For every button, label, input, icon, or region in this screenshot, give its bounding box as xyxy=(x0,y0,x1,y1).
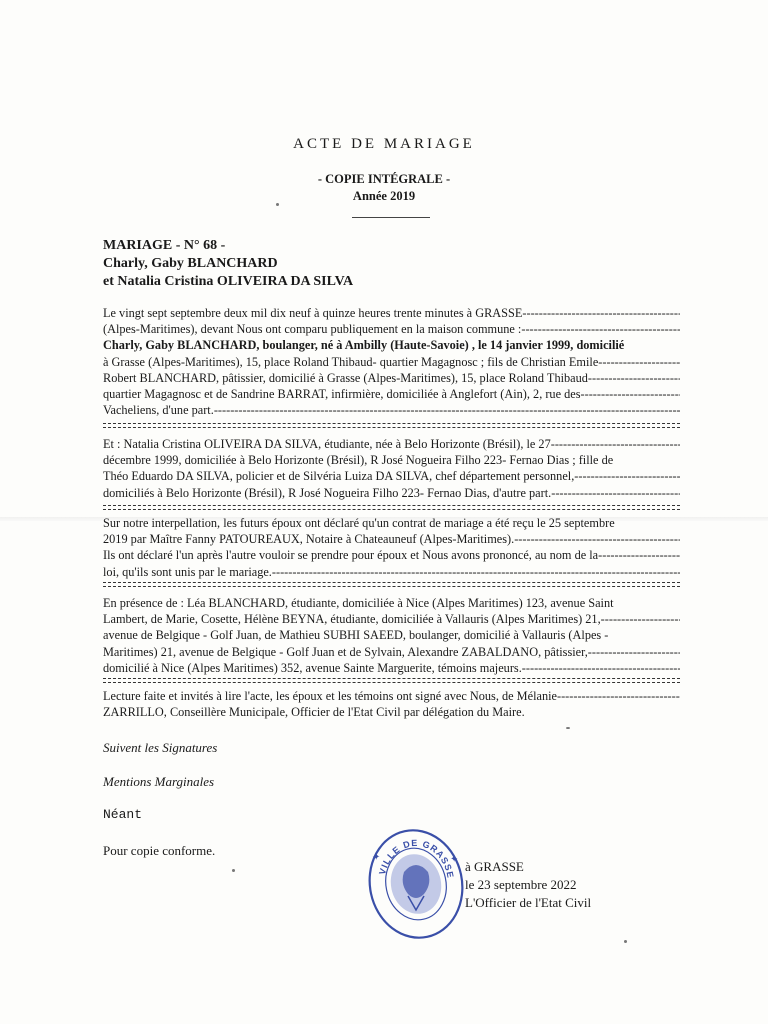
scan-speck xyxy=(624,940,627,943)
paragraph-witnesses xyxy=(103,595,680,676)
title-underline xyxy=(352,217,430,218)
scan-speck xyxy=(276,203,279,206)
copy-type: - COPIE INTÉGRALE - xyxy=(317,172,451,186)
dashed-separator xyxy=(103,427,680,428)
text-line: domiciliés à Belo Horizonte (Brésil), R José Nogueira Filho 223- Fernao Dias, d'autre part. ----- xyxy=(103,485,680,501)
document-year: Année 2019 xyxy=(352,189,416,203)
text-line: Ils ont déclaré l'un après l'autre vouloir se prendre pour époux et Nous avons prononcé, au nom de la ----- xyxy=(103,547,680,563)
text-line: Sur notre interpellation, les futurs époux ont déclaré qu'un contrat de mariage a été reçu le 25 septembre xyxy=(103,516,615,530)
text-line: Théo Eduardo DA SILVA, policier et de Silvéria Luiza DA SILVA, chef département personnel, ----- xyxy=(103,468,680,484)
scan-speck xyxy=(566,727,570,729)
spouse-1-name: Charly, Gaby BLANCHARD xyxy=(103,256,278,271)
paragraph-comparution xyxy=(103,305,680,418)
text-line: à Grasse (Alpes-Maritimes), 15, place Roland Thibaud- quartier Magagnosc ; fils de Christian Emile ----- xyxy=(103,354,680,370)
svg-text:✦: ✦ xyxy=(450,854,459,865)
document-title: ACTE DE MARIAGE xyxy=(293,136,475,152)
spouse-1-description: Charly, Gaby BLANCHARD, boulanger, né à Ambilly (Haute-Savoie) , le 14 janvier 1999, domicilié xyxy=(103,338,625,353)
text-line: Vacheliens, d'une part. ----- xyxy=(103,402,680,418)
svg-text:✦: ✦ xyxy=(372,852,381,863)
text-line: Lambert, de Marie, Cosette, Hélène BEYNA, étudiante, domiciliée à Vallauris (Alpes Maritimes) 21, ----- xyxy=(103,611,680,627)
text-line: Maritimes) 21, avenue de Belgique - Golf Juan et de Sylvain, Alexandre ZABALDANO, pâtissier, ----- xyxy=(103,644,680,660)
text-line: loi, qu'ils sont unis par le mariage. ----- xyxy=(103,564,680,580)
text-line: quartier Magagnosc et de Sandrine BARRAT, infirmière, domiciliée à Anglefort (Ain), 2, rue des ----- xyxy=(103,386,680,402)
text-line: Robert BLANCHARD, pâtissier, domicilié à Grasse (Alpes-Maritimes), 15, place Roland Thibaud- ----- xyxy=(103,370,680,386)
text-line: domicilié à Nice (Alpes Maritimes) 352, avenue Sainte Marguerite, témoins majeurs. ----- xyxy=(103,660,680,676)
signoff-place: à GRASSE xyxy=(465,859,524,874)
marginal-mentions-title: Mentions Marginales xyxy=(103,774,215,789)
scan-speck xyxy=(232,869,235,872)
dashed-separator xyxy=(103,582,680,583)
paragraph-spouse-2 xyxy=(103,436,680,501)
dashed-separator xyxy=(103,505,680,506)
text-line xyxy=(103,337,680,353)
dashed-separator xyxy=(103,586,680,587)
text-line: Lecture faite et invités à lire l'acte, les époux et les témoins ont signé avec Nous, de Mélanie ----- xyxy=(103,688,680,704)
signoff-officer: L'Officier de l'Etat Civil xyxy=(465,895,592,910)
dashed-separator xyxy=(103,678,680,679)
paragraph-reading xyxy=(103,688,680,720)
paragraph-contract xyxy=(103,515,680,580)
city-seal-stamp xyxy=(364,824,468,942)
text-line: En présence de : Léa BLANCHARD, étudiante, domiciliée à Nice (Alpes Maritimes) 123, avenue Saint xyxy=(103,596,614,610)
stamp-text: VILLE DE GRASSE xyxy=(377,837,456,880)
dashed-separator xyxy=(103,509,680,510)
certified-copy-text: Pour copie conforme. xyxy=(103,843,216,858)
marriage-number: MARIAGE - N° 68 - xyxy=(103,238,226,253)
dashed-separator xyxy=(103,682,680,683)
text-line: (Alpes-Maritimes), devant Nous ont comparu publiquement en la maison commune : ----- xyxy=(103,321,680,337)
marginal-mentions-value: Néant xyxy=(103,807,143,822)
spouse-2-name: et Natalia Cristina OLIVEIRA DA SILVA xyxy=(103,274,354,289)
text-line: avenue de Belgique - Golf Juan, de Mathieu SUBHI SAEED, boulanger, domicilié à Vallauris (Alpes - xyxy=(103,628,609,643)
signatures-note: Suivent les Signatures xyxy=(103,740,218,755)
dashed-separator xyxy=(103,423,680,424)
text-line: Et : Natalia Cristina OLIVEIRA DA SILVA, étudiante, née à Belo Horizonte (Brésil), le 27 ----- xyxy=(103,436,680,452)
signoff-date: le 23 septembre 2022 xyxy=(465,877,577,892)
text-line: 2019 par Maître Fanny PATOUREAUX, Notaire à Chateauneuf (Alpes-Maritimes). ----- xyxy=(103,531,680,547)
signoff-block xyxy=(465,858,591,912)
text-line: décembre 1999, domiciliée à Belo Horizonte (Brésil), R José Nogueira Filho 223- Fernao Dias ; fille de xyxy=(103,453,614,468)
text-line: Le vingt sept septembre deux mil dix neuf à quinze heures trente minutes à GRASSE ----- xyxy=(103,305,680,321)
text-line: ZARRILLO, Conseillère Municipale, Officier de l'Etat Civil par délégation du Maire. xyxy=(103,705,525,720)
